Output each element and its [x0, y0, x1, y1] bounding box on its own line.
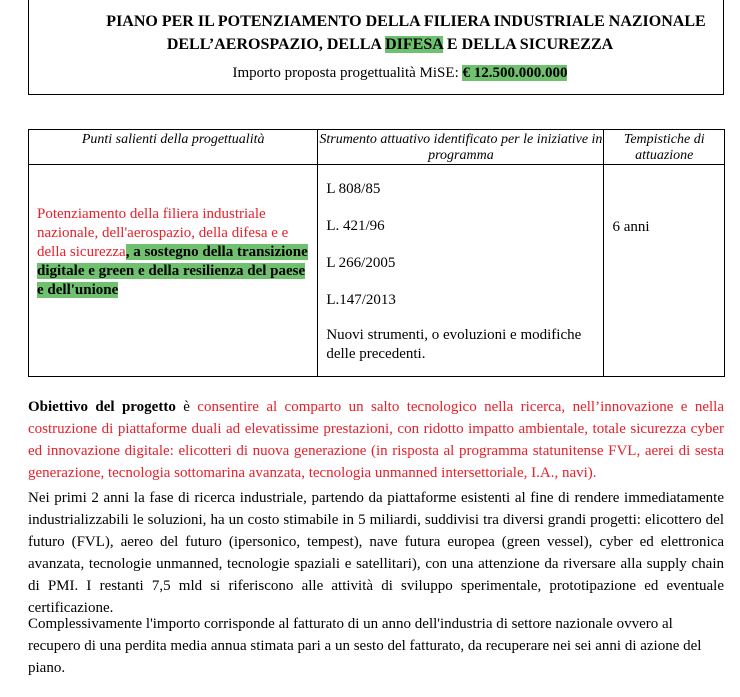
new-tools-text: Nuovi strumenti, o evoluzioni e modifiche delle precedenti. [326, 327, 582, 362]
law-item: L. 421/96 [326, 218, 385, 234]
cell-timing [604, 165, 725, 377]
objective-text: consentire al comparto un salto tecnologico nella ricerca, nell’innovazione e nella costruzione di piattaforme duali ad elevatissime prestazioni, con ridotto impatto ambientale, totale sicurezza cyber ed innovazione digitale: elicotteri di nuova generazione (in risposta al programma statunitense FVL, aerei di sesta generazione, tecnologia sottomarina avanzata, tecnologia unmanned intersettoriale, I.A., navi). [28, 399, 724, 481]
cell-highlights [29, 165, 318, 377]
law-item: L 266/2005 [326, 255, 396, 271]
highlight-green-text: , a sostegno della transizione digitale e green e della resilienza del paese e dell'unione [37, 244, 308, 298]
document-title-line2 [29, 36, 723, 54]
law-item: L 808/85 [326, 181, 381, 197]
cell-instruments [318, 165, 604, 377]
objective-paragraph [28, 396, 724, 484]
title-line2-pre: DELL’AEROSPAZIO, DELLA [166, 36, 386, 53]
timing-value: 6 anni [612, 219, 650, 235]
header-highlights: Punti salienti della progettualità [29, 130, 318, 165]
amount-label: Importo proposta progettualità MiSE: [232, 65, 463, 81]
title-highlight-difesa: DIFESA [385, 36, 443, 53]
objective-label: Obiettivo del progetto [28, 399, 176, 415]
table-header-row [29, 130, 725, 165]
title-line2-post: E DELLA SICUREZZA [442, 36, 614, 53]
summary-paragraph: Complessivamente l'importo corrisponde al fatturato di un anno dell'industria di settore nazionale ovvero al recupero di una perdita media annua stimata pari a un sesto del fatturato, da recuperare nei sei anni di azione del piano. [28, 616, 702, 676]
header-instrument: Strumento attuativo identificato per le iniziative in programma [318, 130, 604, 165]
law-item: L.147/2013 [326, 292, 396, 308]
header-timing: Tempistiche di attuazione [604, 130, 725, 165]
objective-verb: è [175, 399, 198, 415]
plan-table [28, 129, 725, 377]
amount-value: € 12.500.000.000 [462, 65, 568, 81]
document-title-line1: PIANO PER IL POTENZIAMENTO DELLA FILIERA INDUSTRIALE NAZIONALE [106, 13, 706, 30]
header-box [28, 0, 724, 95]
highlight-red-text: Potenziamento della filiera industriale nazionale, dell'aerospazio, della difesa e e della sicurezza [37, 206, 289, 260]
research-paragraph: Nei primi 2 anni la fase di ricerca industriale, partendo da piattaforme esistenti al fine di rendere immediatamente industrializzabili le soluzioni, ha un costo stimabile in 5 miliardi, suddivisi tra diversi grandi progetti: elicottero del futuro (FVL), aereo del futuro (ipersonico, tempest), nave futura europea (green vessel), cyber ed elettronica avanzata, tecnologie unmanned, tecnologie spaziali e satellitari), con una attenzione da riversare alla supply chain di PMI. I restanti 7,5 mld si riferiscono alle attività di sviluppo sperimentale, prototipazione ed eventuale certificazione. [28, 490, 724, 616]
table-row [29, 165, 725, 377]
amount-line [29, 65, 723, 82]
